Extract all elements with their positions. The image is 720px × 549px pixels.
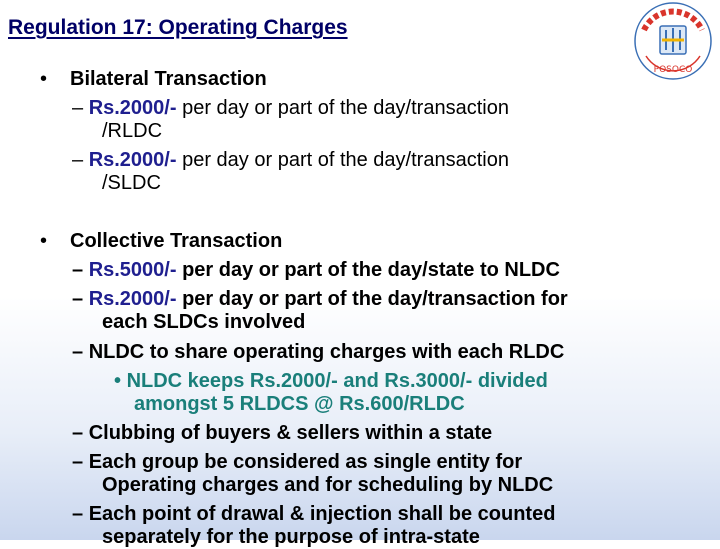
collective-item-4: – Clubbing of buyers & sellers within a state [72, 422, 493, 444]
collective-sub-1-cont: amongst 5 RLDCS @ Rs.600/RLDC [134, 393, 465, 415]
amount: Rs.2000/- [88, 97, 177, 119]
page-title: Regulation 17: Operating Charges [8, 16, 348, 39]
amount: Rs.2000/- [88, 288, 177, 310]
item-text: per day or part of the day/state to NLDC [176, 259, 560, 281]
collective-sub-1: • NLDC keeps Rs.2000/- and Rs.3000/- divided [114, 370, 548, 392]
collective-item-5-cont: Operating charges and for scheduling by NLDC [102, 474, 554, 496]
sub-text: NLDC keeps Rs.2000/- and Rs.3000/- divided [126, 370, 548, 392]
item-text: per day or part of the day/transaction [176, 149, 509, 171]
item-text: per day or part of the day/transaction [176, 97, 509, 119]
item-text: NLDC to share operating charges with each RLDC [88, 341, 565, 363]
bilateral-item-2: – Rs.2000/- per day or part of the day/transaction [72, 149, 509, 171]
bilateral-item-2-cont: /SLDC [102, 172, 161, 194]
bilateral-heading: Bilateral Transaction [70, 68, 267, 90]
amount: Rs.5000/- [88, 259, 177, 281]
collective-item-6-cont: separately for the purpose of intra-state [102, 526, 480, 548]
collective-item-5: – Each group be considered as single entity for [72, 451, 523, 473]
logo-text: POSOCO [653, 65, 693, 75]
bullet-dot: • [40, 68, 48, 90]
amount: Rs.2000/- [88, 149, 177, 171]
item-text: Each point of drawal & injection shall be counted [88, 503, 556, 525]
collective-item-3: – NLDC to share operating charges with each RLDC [72, 341, 565, 363]
item-text: Each group be considered as single entity for [88, 451, 523, 473]
collective-item-6: – Each point of drawal & injection shall be counted [72, 503, 556, 525]
bilateral-item-1: – Rs.2000/- per day or part of the day/transaction [72, 97, 509, 119]
bullet-dot: • [40, 230, 48, 252]
collective-item-2: – Rs.2000/- per day or part of the day/transaction for [72, 288, 568, 310]
collective-heading: Collective Transaction [70, 230, 283, 252]
item-text: per day or part of the day/transaction for [176, 288, 568, 310]
collective-item-2-cont: each SLDCs involved [102, 311, 306, 333]
item-text: Clubbing of buyers & sellers within a state [88, 422, 493, 444]
collective-item-1: – Rs.5000/- per day or part of the day/state to NLDC [72, 259, 560, 281]
bilateral-item-1-cont: /RLDC [102, 120, 163, 142]
